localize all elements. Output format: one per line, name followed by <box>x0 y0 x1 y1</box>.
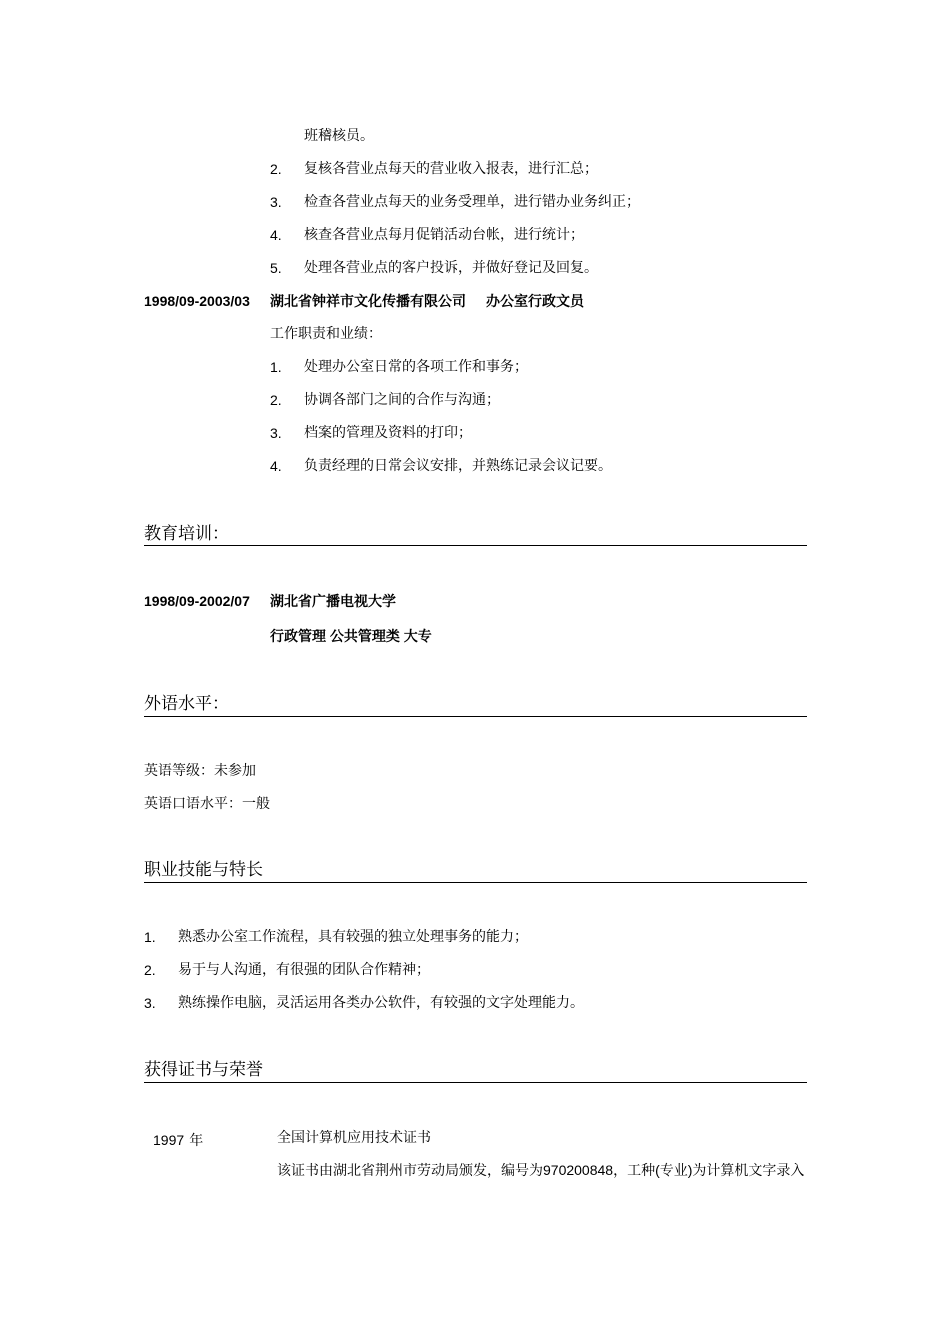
job1-item-number: 5. <box>270 260 282 276</box>
job2-item-number: 3. <box>270 425 282 441</box>
job2-date: 1998/09-2003/03 <box>144 293 250 309</box>
certificate-code: 970200848 <box>543 1162 614 1178</box>
job2-item-text: 协调各部门之间的合作与沟通； <box>304 392 500 408</box>
education-school: 湖北省广播电视大学 <box>270 593 396 609</box>
language-section-title: 外语水平： <box>144 694 229 714</box>
skill-item-number: 2. <box>144 962 156 978</box>
job2-item-number: 2. <box>270 392 282 408</box>
skill-item-number: 3. <box>144 995 156 1011</box>
job1-item-number: 4. <box>270 227 282 243</box>
education-section-title: 教育培训： <box>144 524 229 544</box>
certificate-year <box>153 1130 203 1149</box>
skill-item-number: 1. <box>144 929 156 945</box>
certificate-year-number: 1997 <box>153 1132 185 1148</box>
education-divider <box>144 545 807 546</box>
certificate-description <box>277 1162 804 1179</box>
certificates-section-title: 获得证书与荣誉 <box>144 1060 263 1080</box>
job1-item-text: 处理各营业点的客户投诉，并做好登记及回复。 <box>304 260 598 276</box>
job2-item-text: 处理办公室日常的各项工作和事务； <box>304 359 528 375</box>
certificate-desc-text: 为计算机文字录入 <box>692 1163 805 1179</box>
certificate-name: 全国计算机应用技术证书 <box>277 1130 431 1146</box>
job1-item-number: 3. <box>270 194 282 210</box>
job2-item-text: 档案的管理及资料的打印； <box>304 425 472 441</box>
education-major: 行政管理 公共管理类 大专 <box>270 628 432 644</box>
language-divider <box>144 716 807 717</box>
job1-item-number: 2. <box>270 161 282 177</box>
job2-duties-label: 工作职责和业绩： <box>270 326 382 342</box>
english-spoken-level: 英语口语水平：一般 <box>144 796 270 812</box>
job1-item-text: 核查各营业点每月促销活动台帐，进行统计； <box>304 227 584 243</box>
skills-divider <box>144 882 807 883</box>
certificate-year-unit: 年 <box>189 1133 204 1149</box>
skill-item-text: 熟练操作电脑，灵活运用各类办公软件，有较强的文字处理能力。 <box>178 995 584 1011</box>
job2-company: 湖北省钟祥市文化传播有限公司 <box>270 293 466 309</box>
job1-item-text: 检查各营业点每天的业务受理单，进行错办业务纠正； <box>304 194 640 210</box>
certificate-desc-paren: (专业) <box>655 1162 693 1178</box>
certificates-divider <box>144 1082 807 1083</box>
job1-item-text: 复核各营业点每天的营业收入报表，进行汇总； <box>304 161 598 177</box>
certificate-desc-text: 该证书由湖北省荆州市劳动局颁发，编号为 <box>277 1163 543 1179</box>
education-date: 1998/09-2002/07 <box>144 593 250 609</box>
skills-section-title: 职业技能与特长 <box>144 860 263 880</box>
skill-item-text: 易于与人沟通，有很强的团队合作精神； <box>178 962 430 978</box>
job2-item-number: 1. <box>270 359 282 375</box>
job2-position: 办公室行政文员 <box>486 293 584 309</box>
certificate-desc-text: ，工种 <box>613 1163 656 1179</box>
job2-item-text: 负责经理的日常会议安排，并熟练记录会议记要。 <box>304 458 612 474</box>
skill-item-text: 熟悉办公室工作流程，具有较强的独立处理事务的能力； <box>178 929 528 945</box>
job1-continued-line: 班稽核员。 <box>304 128 374 144</box>
english-level: 英语等级：未参加 <box>144 763 256 779</box>
job2-item-number: 4. <box>270 458 282 474</box>
